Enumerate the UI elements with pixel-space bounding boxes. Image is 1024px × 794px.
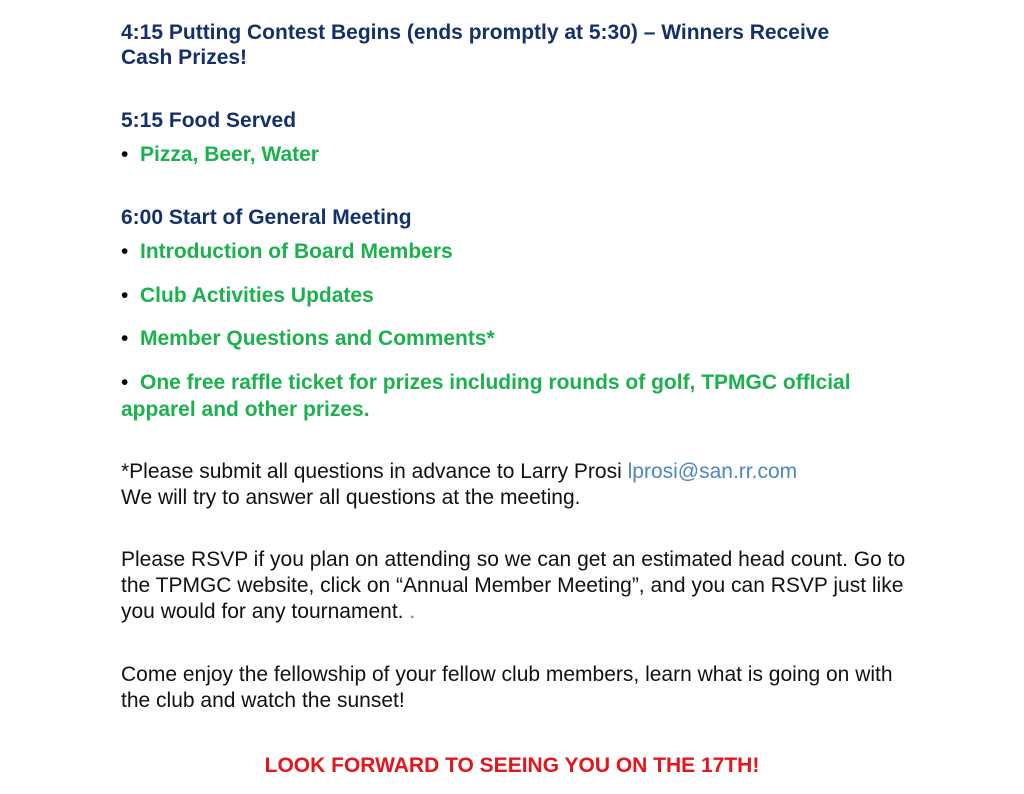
list-item <box>121 369 881 423</box>
rsvp-paragraph <box>121 547 911 625</box>
food-item-label: Pizza, Beer, Water <box>140 143 319 166</box>
food-served-heading: 5:15 Food Served <box>121 109 297 132</box>
questions-text: *Please submit all questions in advance to Larry Prosi <box>121 460 628 483</box>
meeting-item-label: Introduction of Board Members <box>140 240 453 263</box>
bullet-icon: • <box>121 240 129 263</box>
bullet-icon: • <box>121 143 129 166</box>
list-item <box>121 238 881 265</box>
enjoy-paragraph: Come enjoy the fellowship of your fellow club members, learn what is going on with the club and watch the sunset! <box>121 663 893 712</box>
questions-paragraph <box>121 459 911 511</box>
putting-contest-heading: 4:15 Putting Contest Begins (ends promptly at 5:30) – Winners Receive Cash Prizes! <box>121 21 830 69</box>
questions-followup-text: We will try to answer all questions at the meeting. <box>121 486 581 509</box>
list-item <box>121 282 881 309</box>
general-meeting-heading: 6:00 Start of General Meeting <box>121 206 412 229</box>
meeting-item-label: Club Activities Updates <box>140 284 374 307</box>
list-item <box>121 325 881 352</box>
rsvp-trailing-dot: . <box>409 600 416 623</box>
bullet-icon: • <box>121 371 129 394</box>
meeting-item-label: One free raffle ticket for prizes including rounds of golf, TPMGC offIcial apparel and other prizes. <box>121 371 851 421</box>
meeting-item-label: Member Questions and Comments* <box>140 327 495 350</box>
rsvp-text: Please RSVP if you plan on attending so we can get an estimated head count. Go to the TPMGC website, click on “Annual Member Meeting”, and you can RSVP just like you would for any tournament. <box>121 548 906 623</box>
closing-banner: LOOK FORWARD TO SEEING YOU ON THE 17TH! <box>264 754 760 777</box>
bullet-icon: • <box>121 327 129 350</box>
email-link[interactable]: lprosi@san.rr.com <box>627 460 798 483</box>
bullet-icon: • <box>121 284 129 307</box>
list-item <box>121 141 881 168</box>
